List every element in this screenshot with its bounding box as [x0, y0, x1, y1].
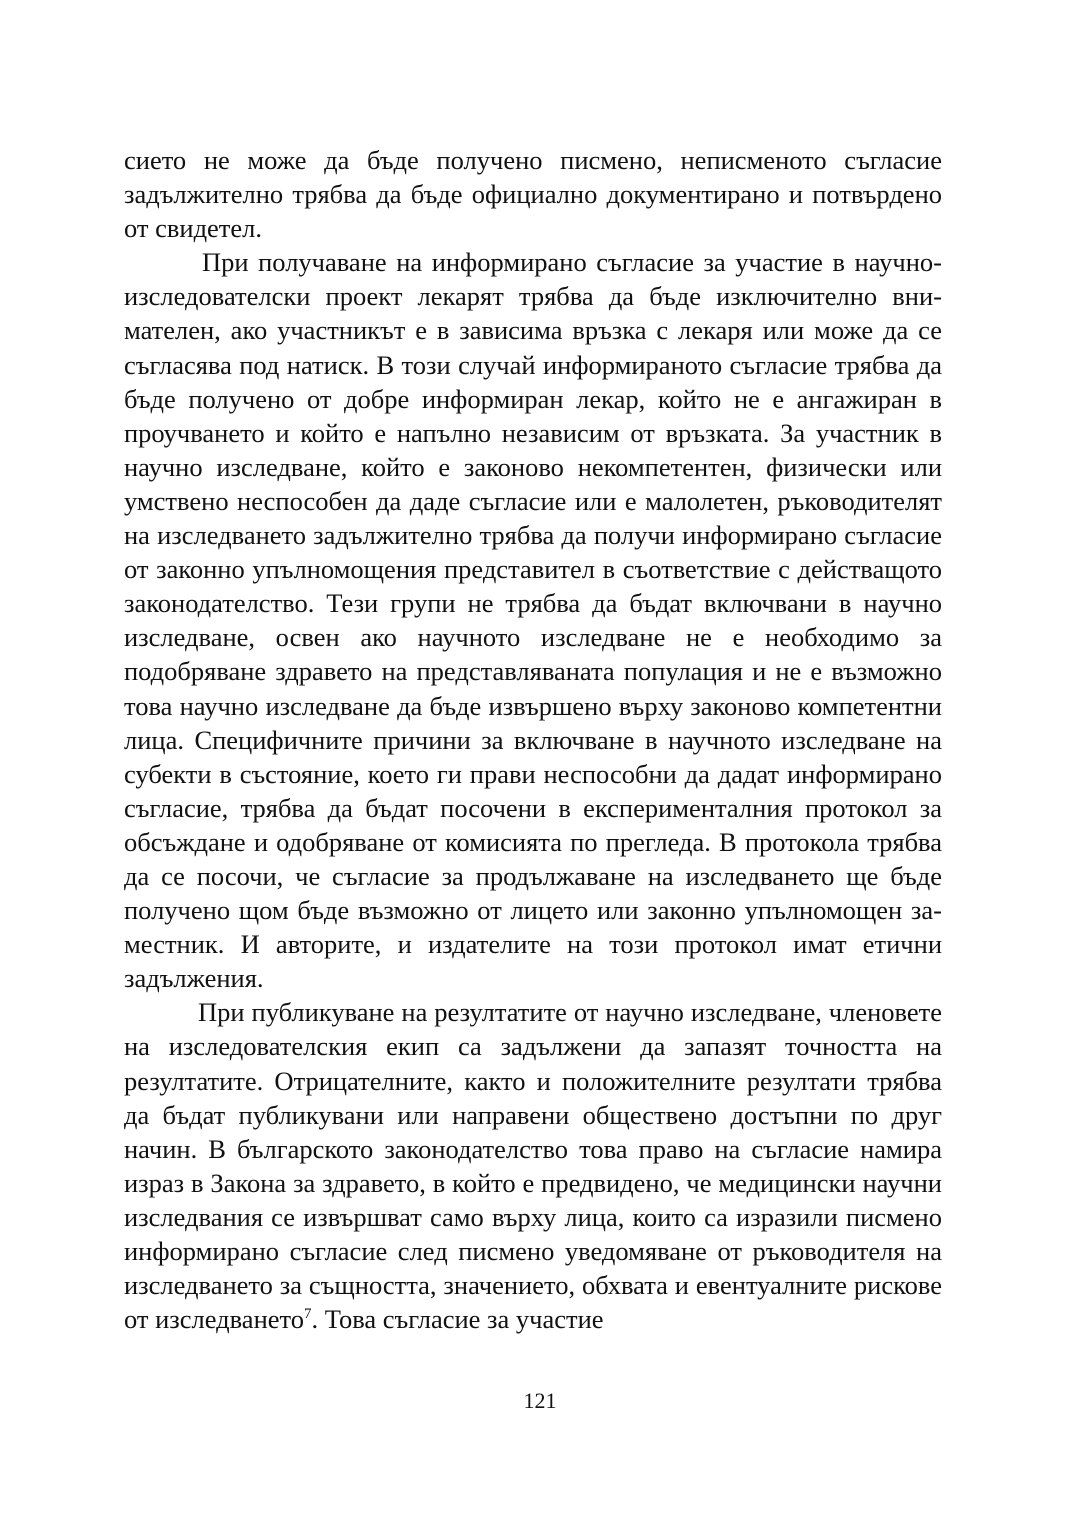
paragraph-publication-text: При публикуване на резултатите от научно изследване, членовете на изследователския екип са задължени да запазят точността на резултатите. Отрицателните, както и положителните резултати трябва да бъдат публикувани или направени обществено достъпни по друг начин. В българското законодателство това право на съгласие намира израз в Закона за здравето, в който е предвидено, че медицински научни изследвания се извършват само върху лица, които са изразили писмено информирано съгласие след писмено уведомяване от ръководителя на изследването за същността, значението, обхвата и евентуалните рискове от изследването — [124, 997, 942, 1335]
footnote-reference: 7 — [304, 1306, 312, 1323]
paragraph-publication-text-after: . Това съгласие за участие — [311, 1304, 604, 1335]
page-number: 121 — [523, 1388, 557, 1413]
body-text — [124, 143, 942, 1336]
paragraph-continuation: сието не може да бъде получено писмено, неписменото съгласие задължително трябва да бъде официално документирано и потвърдено от свидетел. — [124, 145, 942, 244]
paragraph-informed-consent: При получаване на информирано съгласие за участие в научноизследователски проект лекарят трябва да бъде изключително внимателен, ако участникът е в зависима връзка с лекаря или може да се съгласява под натиск. В този случай информираното съгласие трябва да бъде получено от добре информиран лекар, който не е ангажиран в проучването и който е напълно независим от връзката. За участник в научно изследване, който е законово некомпетентен, физически или умствено неспособен да даде съгласие или е малолетен, ръководителят на изследването задължително трябва да получи информирано съгласие от законно упълномощения представител в съответствие с действащото законодателство. Тези групи не трябва да бъдат включвани в научно изследване, освен ако научното изследване не е необходимо за подобряване здравето на представляваната популация и не е възможно това научно изследване да бъде извършено върху законово компетентни лица. Специфичните причини за включване в научното изследване на субекти в състояние, което ги прави неспособни да дадат информирано съгласие, трябва да бъдат посочени в експерименталния протокол за обсъждане и одобряване от комисията по прегледа. В протокола трябва да се посочи, че съгласие за продължаване на изследването ще бъде получено щом бъде възможно от лицето или законно упълномощен заместник. И авторите, и издателите на този протокол имат етични задължения. — [124, 247, 942, 994]
paragraph-publication — [124, 995, 942, 1336]
